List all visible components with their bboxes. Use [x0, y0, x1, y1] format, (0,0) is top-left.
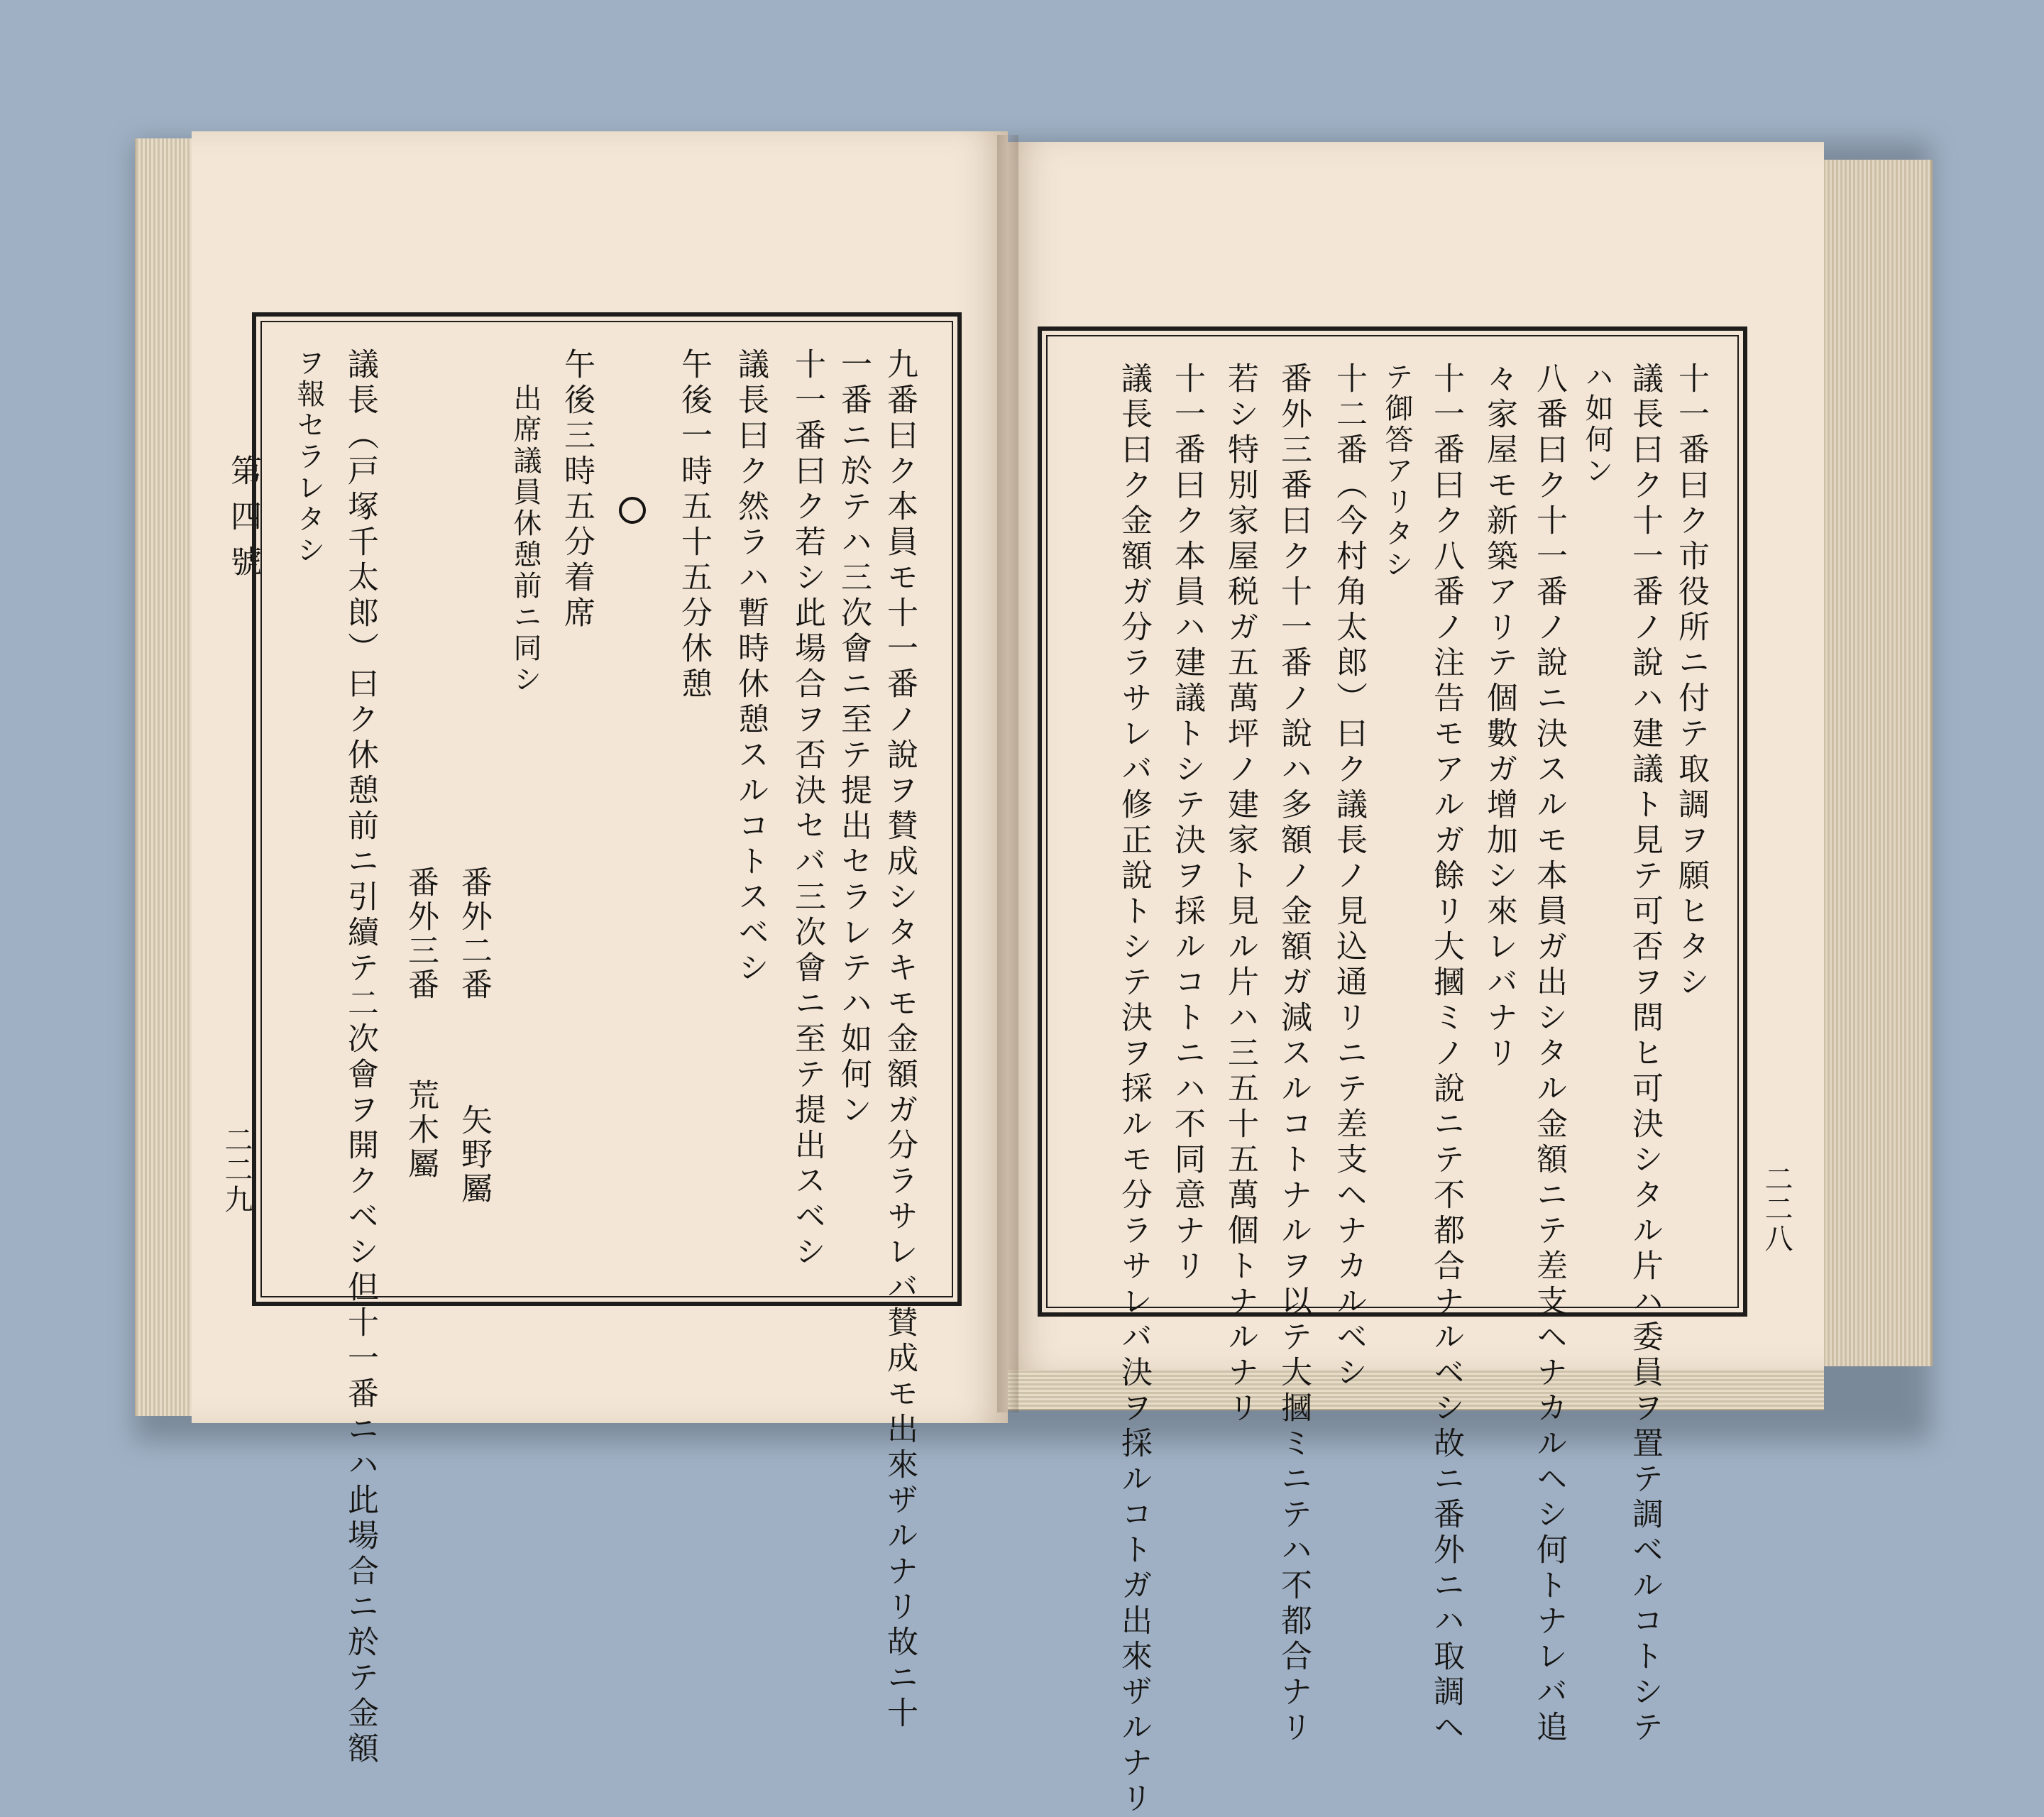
left-line-3: 十一番曰ク若シ此場合ヲ否決セバ三次會ニ至テ提出スベシ — [789, 348, 825, 1270]
right-line-9: 番外三番曰ク十一番ノ說ハ多額ノ金額ガ減スルコトナルヲ以テ大摑ミニテハ不都合ナリ — [1275, 362, 1312, 1746]
right-page-edges — [1817, 160, 1933, 1366]
left-page-edges — [135, 138, 200, 1416]
issue-label: 第四號 — [225, 454, 261, 591]
right-line-7: テ御答アリタシ — [1380, 362, 1413, 581]
section-circle-mark — [619, 497, 646, 524]
right-line-11: 十一番曰ク本員ハ建議トシテ決ヲ採ルコトニハ不同意ナリ — [1169, 362, 1205, 1285]
left-line-7: 出席議員休憩前ニ同シ — [509, 383, 542, 696]
right-line-3: ハ如何ン — [1581, 362, 1613, 487]
left-line-4: 議長曰ク然ラハ暫時休憩スルコトスベシ — [732, 348, 769, 987]
attendance-role-2: 番外三番 — [402, 866, 439, 1002]
left-line-2: 一番ニ於テハ三次會ニ至テ提出セラレテハ如何ン — [835, 348, 872, 1129]
right-line-5: 々家屋モ新築アリテ個數ガ增加シ來レバナリ — [1481, 362, 1517, 1072]
attendance-name-2: 荒木屬 — [402, 1079, 439, 1181]
left-line-5: 午後一時五十五分休憩 — [676, 348, 712, 703]
left-line-6: 午後三時五分着席 — [559, 348, 595, 632]
left-line-9: ヲ報セラレタシ — [292, 348, 325, 566]
right-line-2: 議長曰ク十一番ノ說ハ建議ト見テ可否ヲ問ヒ可決シタル片ハ委員ヲ置テ調ベルコトシテ — [1627, 362, 1663, 1746]
attendance-role-1: 番外二番 — [456, 866, 492, 1002]
left-page-number: 二二九 — [220, 1125, 253, 1214]
right-line-6: 十一番曰ク八番ノ注告モアルガ餘リ大摑ミノ說ニテ不都合ナルベシ故ニ番外ニハ取調ヘ — [1428, 362, 1464, 1746]
right-line-4: 八番曰ク十一番ノ說ニ決スルモ本員ガ出シタル金額ニテ差支ヘナカルヘシ何トナレバ追 — [1531, 362, 1567, 1746]
right-line-8: 十二番（今村角太郎）曰ク議長ノ見込通リニテ差支ヘナカルベシ — [1331, 362, 1367, 1391]
attendance-name-1: 矢野屬 — [456, 1104, 492, 1206]
right-line-1: 十一番曰ク市役所ニ付テ取調ヲ願ヒタシ — [1673, 362, 1709, 1001]
left-line-8: 議長（戸塚千太郎）曰ク休憩前ニ引續テ二次會ヲ開クベシ但十一番ニハ此場合ニ於テ金額 — [342, 348, 378, 1767]
right-line-12: 議長曰ク金額ガ分ラサレバ修正說トシテ決ヲ採ルモ分ラサレバ決ヲ採ルコトガ出來ザルナリ — [1116, 362, 1152, 1817]
book-gutter — [997, 135, 1018, 1412]
left-line-1: 九番曰ク本員モ十一番ノ說ヲ賛成シタキモ金額ガ分ラサレバ賛成モ出來ザルナリ故ニ十 — [881, 348, 918, 1732]
right-page-number: 二二八 — [1760, 1164, 1793, 1253]
right-line-10: 若シ特別家屋税ガ五萬坪ノ建家ト見ル片ハ三五十五萬個トナルナリ — [1222, 362, 1258, 1427]
